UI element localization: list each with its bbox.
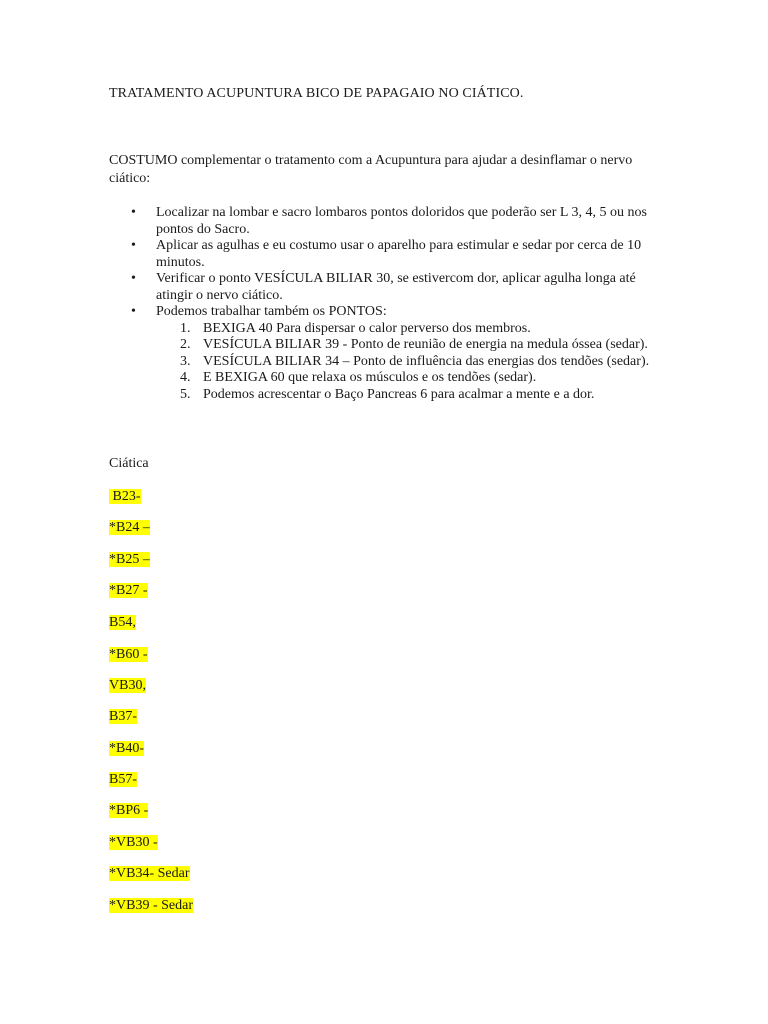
point-label	[109, 865, 190, 882]
highlighted-text: VB30,	[109, 678, 146, 693]
bullet-text: Verificar o ponto VESÍCULA BILIAR 30, se estivercom dor, aplicar agulha longa até atingir o nervo ciático.	[156, 271, 636, 303]
point-label	[109, 802, 148, 819]
highlighted-text: *B24 –	[109, 520, 150, 535]
point-label	[109, 708, 137, 725]
bullet-icon: •	[131, 205, 136, 220]
highlighted-text: *VB34- Sedar	[109, 866, 190, 881]
highlighted-text: *B60 -	[109, 647, 148, 662]
section-label-ciatica: Ciática	[109, 456, 149, 471]
numbered-item	[156, 370, 669, 387]
numbered-list	[156, 321, 669, 404]
item-number: 4.	[180, 370, 191, 385]
highlighted-text: B57-	[109, 772, 137, 787]
point-label	[109, 551, 150, 568]
bullet-text: Aplicar as agulhas e eu costumo usar o aparelho para estimular e sedar por cerca de 10 minutos.	[156, 238, 642, 270]
item-text: E BEXIGA 60 que relaxa os músculos e os tendões (sedar).	[203, 370, 537, 385]
item-number: 1.	[180, 320, 191, 336]
bullet-text: Podemos trabalhar também os PONTOS:	[156, 304, 387, 319]
item-text: BEXIGA 40 Para dispersar o calor perverso dos membros.	[203, 320, 531, 336]
highlighted-text: B54,	[109, 615, 136, 630]
point-label	[109, 897, 193, 914]
point-label	[109, 771, 137, 788]
document-title: TRATAMENTO ACUPUNTURA BICO DE PAPAGAIO NO CIÁTICO.	[109, 86, 524, 101]
numbered-item	[156, 321, 669, 338]
numbered-item	[156, 387, 669, 404]
highlighted-text: *B25 –	[109, 552, 150, 567]
bullet-item	[109, 205, 669, 238]
highlighted-text: B37-	[109, 709, 137, 724]
item-number: 5.	[180, 386, 191, 402]
numbered-item	[156, 354, 669, 371]
item-text: Podemos acrescentar o Baço Pancreas 6 para acalmar a mente e a dor.	[203, 386, 595, 402]
highlighted-text: *VB30 -	[109, 835, 158, 850]
bullet-icon: •	[131, 238, 136, 253]
item-number: 2.	[180, 337, 191, 352]
intro-paragraph: COSTUMO complementar o tratamento com a Acupuntura para ajudar a desinflamar o nervo ciático:	[109, 153, 633, 186]
point-label	[109, 740, 144, 757]
numbered-item	[156, 337, 669, 354]
highlighted-text: *B40-	[109, 741, 144, 756]
highlighted-text: B23-	[109, 489, 141, 504]
bullet-text: Localizar na lombar e sacro lombaros pontos doloridos que poderão ser L 3, 4, 5 ou nos pontos do Sacro.	[156, 205, 647, 237]
point-label	[109, 677, 146, 694]
bullet-item	[109, 304, 669, 403]
bullet-icon: •	[131, 304, 136, 319]
point-label	[109, 488, 141, 505]
highlighted-text: *BP6 -	[109, 803, 149, 818]
point-label	[109, 834, 158, 851]
point-label	[109, 519, 150, 536]
point-label	[109, 582, 148, 599]
bullet-list	[109, 205, 669, 403]
bullet-item	[109, 238, 669, 271]
bullet-icon: •	[131, 271, 136, 286]
point-label	[109, 614, 136, 631]
highlighted-text: *B27 -	[109, 583, 148, 598]
bullet-item	[109, 271, 669, 304]
point-label	[109, 646, 148, 663]
highlighted-text: *VB39 - Sedar	[109, 898, 193, 913]
item-text: VESÍCULA BILIAR 39 - Ponto de reunião de energia na medula óssea (sedar).	[203, 337, 648, 352]
item-text: VESÍCULA BILIAR 34 – Ponto de influência das energias dos tendões (sedar).	[203, 353, 650, 369]
item-number: 3.	[180, 353, 191, 369]
